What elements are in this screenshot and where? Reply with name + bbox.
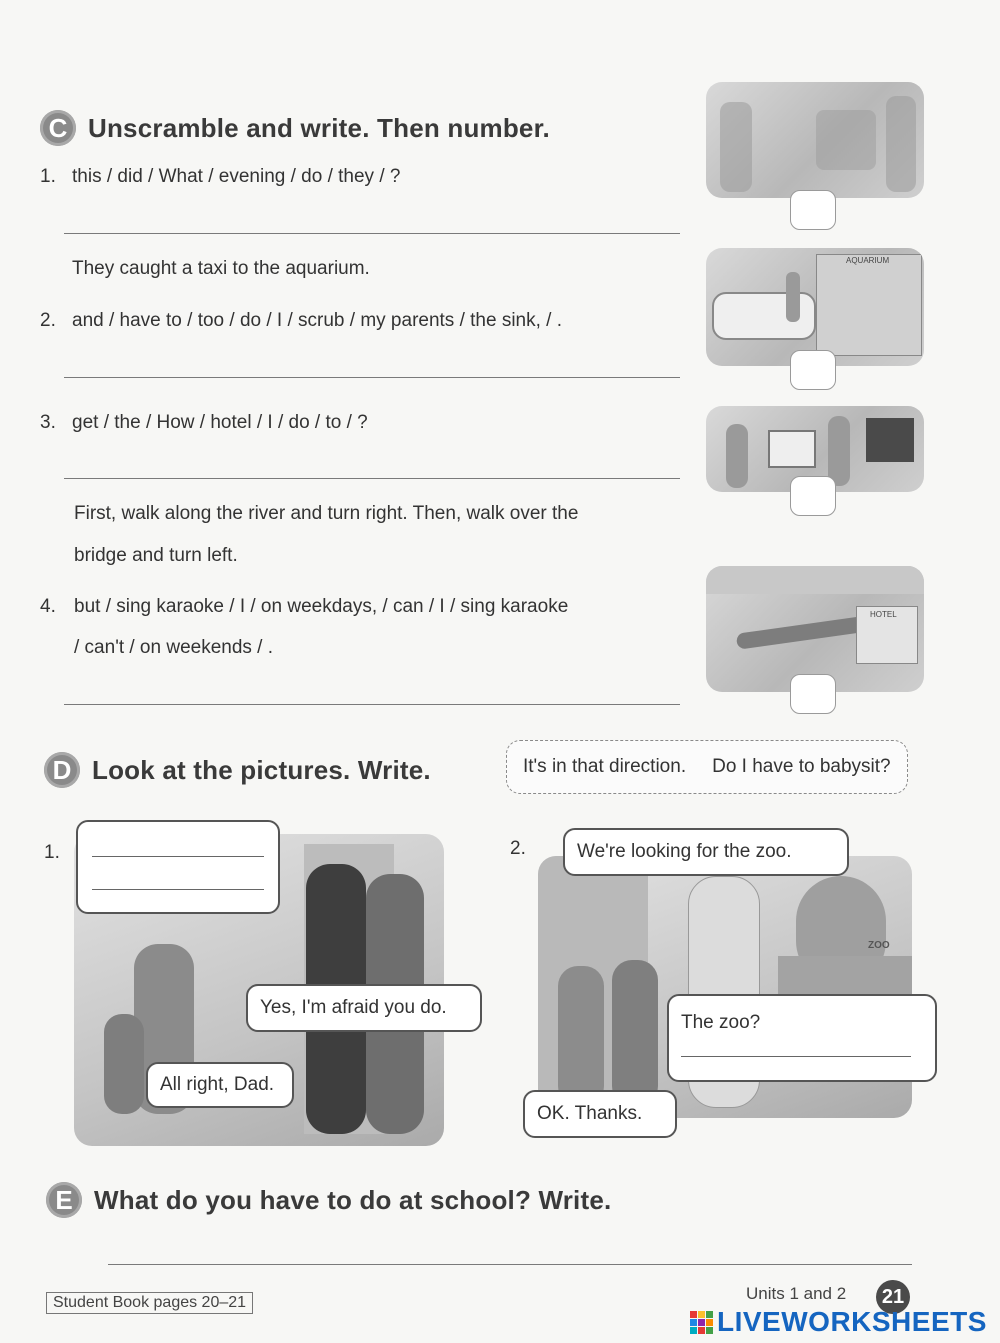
picture-2-answer-line[interactable] — [681, 1056, 911, 1057]
photo-4-number-box[interactable] — [790, 674, 836, 714]
item-3-response-line1: First, walk along the river and turn right. Then, walk over the — [74, 503, 579, 524]
bubble-the-zoo-text: The zoo? — [681, 1012, 761, 1033]
liveworksheets-brand: LIVEWORKSHEETS — [717, 1306, 987, 1337]
item-4-answer-line[interactable] — [64, 704, 680, 705]
bubble-ok-thanks: OK. Thanks. — [523, 1090, 677, 1138]
page-number: 21 — [876, 1280, 910, 1314]
section-d-title: Look at the pictures. Write. — [92, 754, 431, 785]
item-3-response-line2: bridge and turn left. — [74, 545, 238, 566]
photo-1-number-box[interactable] — [790, 190, 836, 230]
zoo-gate-sign: ZOO — [868, 940, 890, 951]
item-1-response: They caught a taxi to the aquarium. — [72, 258, 370, 279]
section-d-badge: D — [44, 752, 80, 788]
item-4-prompt-line2: / can't / on weekends / . — [74, 637, 274, 658]
photo-3-number-box[interactable] — [790, 476, 836, 516]
item-2-number: 2. — [40, 310, 56, 331]
word-bank — [506, 740, 908, 794]
picture-1-number: 1. — [44, 842, 60, 863]
item-2-answer-line[interactable] — [64, 377, 680, 378]
section-d-header — [44, 752, 431, 788]
bubble-yes-afraid: Yes, I'm afraid you do. — [246, 984, 482, 1032]
section-c-badge: C — [40, 110, 76, 146]
bubble-all-right: All right, Dad. — [146, 1062, 294, 1108]
section-e-title: What do you have to do at school? Write. — [94, 1184, 612, 1215]
item-4-number: 4. — [40, 596, 56, 617]
word-bank-item-1: It's in that direction. — [523, 756, 687, 777]
hotel-sign: HOTEL — [870, 610, 897, 619]
student-book-reference: Student Book pages 20–21 — [46, 1292, 253, 1314]
aquarium-sign: AQUARIUM — [846, 256, 890, 265]
section-e-badge: E — [46, 1182, 82, 1218]
item-3-number: 3. — [40, 412, 56, 433]
item-3-answer-line[interactable] — [64, 478, 680, 479]
picture-2-number: 2. — [510, 838, 526, 859]
section-e-answer-line[interactable] — [108, 1264, 912, 1265]
item-2-prompt: and / have to / too / do / I / scrub / my parents / the sink, / . — [72, 310, 563, 331]
liveworksheets-logo-icon — [690, 1311, 713, 1334]
picture-1-answer-bubble[interactable] — [76, 820, 280, 914]
bubble-looking-for-zoo: We're looking for the zoo. — [563, 828, 849, 876]
word-bank-item-2: Do I have to babysit? — [712, 756, 891, 777]
bubble-the-zoo — [667, 994, 937, 1082]
photo-2-number-box[interactable] — [790, 350, 836, 390]
item-4-prompt: but / sing karaoke / I / on weekdays, / can / I / sing karaoke — [74, 596, 569, 617]
photo-sink-scrubbing — [706, 82, 924, 198]
units-label: Units 1 and 2 — [746, 1284, 847, 1303]
item-1-prompt: this / did / What / evening / do / they / ? — [72, 166, 401, 187]
section-c-title: Unscramble and write. Then number. — [88, 112, 550, 143]
liveworksheets-logo — [690, 1306, 987, 1338]
photo-taxi-aquarium — [706, 248, 924, 366]
item-1-answer-line[interactable] — [64, 233, 680, 234]
picture-1-answer-line-2[interactable] — [92, 889, 264, 890]
item-3-prompt: get / the / How / hotel / I / do / to / ? — [72, 412, 368, 433]
section-e-header — [46, 1182, 611, 1218]
section-c-header — [40, 110, 550, 146]
item-1-number: 1. — [40, 166, 56, 187]
picture-1-answer-line-1[interactable] — [92, 856, 264, 857]
